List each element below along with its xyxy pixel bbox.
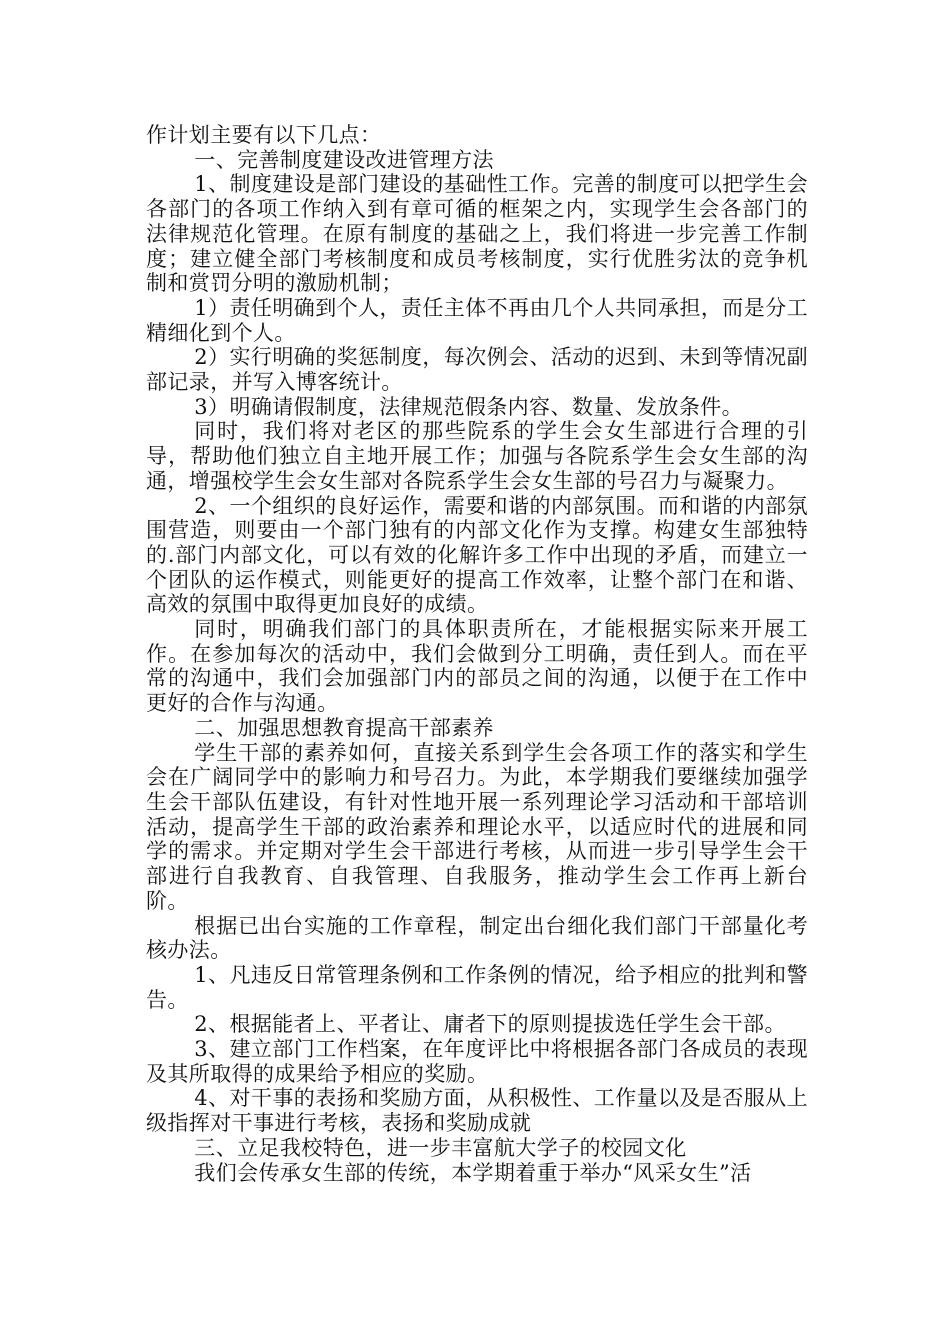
paragraph-cadre-quality: 学生干部的素养如何，直接关系到学生会各项工作的落实和学生会在广阔同学中的影响力和号召力。为此，本学期我们要继续加强学生会干部队伍建设，有针对性地开展一系列理论学习活动和干部培训活动，提高学生干部的政治素养和理论水平，以适应时代的进展和同学的需求。并定期对学生会干部进行考核，从而进一步引导学生会干部进行自我教育、自我管理、自我服务，推动学生会工作再上新台阶。 [146, 740, 808, 913]
section-heading-3: 三、立足我校特色，进一步丰富航大学子的校园文化 [194, 1135, 687, 1160]
paragraph-guidance: 同时，我们将对老区的那些院系的学生会女生部进行合理的引导，帮助他们独立自主地开展工作；加强与各院系学生会女生部的沟通，增强校学生会女生部对各院系学生会女生部的号召力与凝聚力。 [146, 419, 808, 493]
paragraph-assessment: 根据已出台实施的工作章程，制定出台细化我们部门干部量化考核办法。 [146, 913, 808, 963]
section-heading-1: 一、完善制度建设改进管理方法 [194, 147, 494, 172]
paragraph-subitem-2: 2）实行明确的奖惩制度，每次例会、活动的迟到、未到等情况副部记录，并写入博客统计。 [146, 345, 808, 395]
paragraph-rule-2: 2、根据能者上、平者让、庸者下的原则提拔选任学生会干部。 [194, 1012, 786, 1037]
paragraph-item-1: 1、制度建设是部门建设的基础性工作。完善的制度可以把学生会各部门的各项工作纳入到有章可循的框架之内，实现学生会各部门的法律规范化管理。在原有制度的基础之上，我们将进一步完善工作制度；建立健全部门考核制度和成员考核制度，实行优胜劣汰的竞争机制和赏罚分明的激励机制； [146, 172, 808, 296]
document-body [146, 123, 808, 1185]
paragraph-subitem-3: 3）明确请假制度，法律规范假条内容、数量、发放条件。 [194, 394, 744, 419]
paragraph-item-2: 2、一个组织的良好运作，需要和谐的内部氛围。而和谐的内部氛围营造，则要由一个部门独有的内部文化作为支撑。构建女生部独特的.部门内部文化，可以有效的化解许多工作中出现的矛盾，而建立一个团队的运作模式，则能更好的提高工作效率，让整个部门在和谐、高效的氛围中取得更加良好的成绩。 [146, 493, 808, 617]
section-heading-2: 二、加强思想教育提高干部素养 [194, 715, 494, 740]
paragraph-rule-3: 3、建立部门工作档案，在年度评比中将根据各部门各成员的表现及其所取得的成果给予相应的奖励。 [146, 1037, 808, 1086]
paragraph-intro: 作计划主要有以下几点： [146, 123, 382, 147]
paragraph-subitem-1: 1）责任明确到个人，责任主体不再由几个人共同承担，而是分工精细化到个人。 [146, 295, 808, 345]
paragraph-tradition: 我们会传承女生部的传统，本学期着重于举办“风采女生”活 [194, 1160, 752, 1185]
paragraph-responsibilities: 同时，明确我们部门的具体职责所在，才能根据实际来开展工作。在参加每次的活动中，我们会做到分工明确，责任到人。而在平常的沟通中，我们会加强部门内的部员之间的沟通，以便于在工作中更好的合作与沟通。 [146, 617, 808, 716]
paragraph-rule-4: 4、对干事的表扬和奖励方面，从积极性、工作量以及是否服从上级指挥对干事进行考核，表扬和奖励成就 [146, 1086, 808, 1136]
paragraph-rule-1: 1、凡违反日常管理条例和工作条例的情况，给予相应的批判和警告。 [146, 962, 808, 1012]
